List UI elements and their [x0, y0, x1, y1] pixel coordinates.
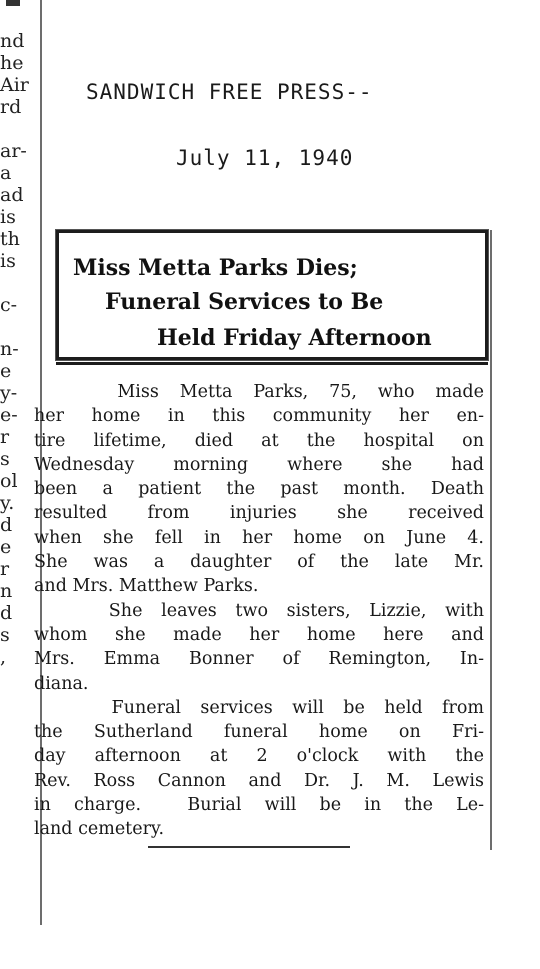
neighbor-fragment: e-: [0, 404, 18, 426]
article-line: her home in this community her en-: [34, 406, 484, 427]
article-line: Wednesday morning where she had: [34, 454, 484, 475]
neighbor-fragment: [0, 272, 30, 294]
neighbor-fragment: a: [0, 162, 12, 184]
headline-box: [56, 230, 488, 360]
article-line: Rev. Ross Cannon and Dr. J. M. Lewis: [34, 770, 484, 791]
neighbor-fragment: r: [0, 558, 10, 580]
neighbor-fragment: c-: [0, 294, 18, 316]
article-line: been a patient the past month. Death: [34, 479, 484, 500]
headline-line-1: Miss Metta Parks Dies;: [73, 255, 358, 281]
neighbor-fragment: d: [0, 514, 13, 536]
article-line: She leaves two sisters, Lizzie, with: [34, 600, 484, 621]
article-body: [34, 380, 484, 842]
neighbor-fragment: ol: [0, 470, 18, 492]
article-line: tire lifetime, died at the hospital on: [34, 430, 484, 451]
neighbor-fragment: s: [0, 624, 10, 646]
headline-line-2: Funeral Services to Be: [105, 289, 384, 315]
article-line: Miss Metta Parks, 75, who made: [34, 382, 484, 402]
article-line: and Mrs. Matthew Parks.: [34, 576, 259, 597]
article-line: Funeral services will be held from: [34, 697, 484, 718]
masthead: SANDWICH FREE PRESS--: [86, 80, 373, 104]
neighbor-column-fragments: [0, 30, 30, 668]
article-line: day afternoon at 2 o'clock with the: [34, 746, 484, 767]
neighbor-fragment: y.: [0, 492, 15, 514]
neighbor-fragment: e: [0, 536, 12, 558]
neighbor-fragment: y-: [0, 382, 18, 404]
neighbor-fragment: ,: [0, 646, 7, 668]
neighbor-fragment: ad: [0, 184, 24, 206]
headline-line-3: Held Friday Afternoon: [157, 325, 432, 351]
article-line: diana.: [34, 673, 89, 694]
neighbor-fragment: n-: [0, 338, 19, 360]
neighbor-fragment: Air: [0, 74, 29, 96]
neighbor-fragment: is: [0, 206, 16, 228]
top-margin-mark: [6, 0, 20, 6]
neighbor-fragment: th: [0, 228, 20, 250]
article-line: when she fell in her home on June 4.: [34, 527, 484, 548]
column-rule-right: [490, 230, 492, 850]
neighbor-fragment: n: [0, 580, 13, 602]
end-rule: [148, 846, 350, 848]
neighbor-fragment: [0, 316, 30, 338]
neighbor-fragment: e: [0, 360, 12, 382]
neighbor-fragment: r: [0, 426, 10, 448]
dateline: July 11, 1940: [176, 146, 354, 170]
neighbor-fragment: he: [0, 52, 24, 74]
article-line: She was a daughter of the late Mr.: [34, 552, 484, 573]
neighbor-fragment: s: [0, 448, 10, 470]
neighbor-fragment: [0, 118, 30, 140]
neighbor-fragment: is: [0, 250, 16, 272]
neighbor-fragment: d: [0, 602, 13, 624]
article-line: resulted from injuries she received: [34, 503, 484, 524]
article-line: whom she made her home here and: [34, 624, 484, 645]
neighbor-fragment: nd: [0, 30, 25, 52]
article-line: land cemetery.: [34, 819, 165, 840]
neighbor-fragment: ar-: [0, 140, 27, 162]
neighbor-fragment: rd: [0, 96, 22, 118]
article-line: in charge. Burial will be in the Le-: [34, 795, 484, 816]
article-line: Mrs. Emma Bonner of Remington, In-: [34, 649, 484, 670]
article-line: the Sutherland funeral home on Fri-: [34, 722, 484, 743]
